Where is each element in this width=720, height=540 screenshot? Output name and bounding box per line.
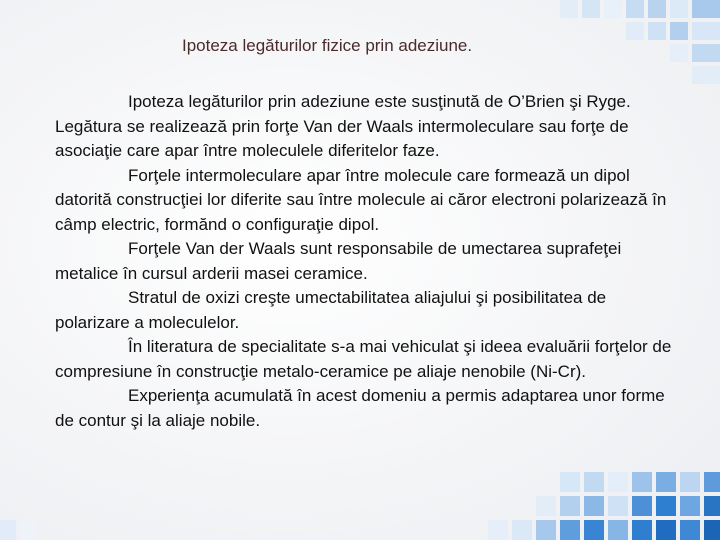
bottom-right-squares [488,472,720,540]
top-right-squares [560,0,720,84]
slide-body [55,90,675,433]
paragraph-literature: În literatura de specialitate s-a mai vehiculat şi ideea evaluării forţelor de compresiune în construcţie metalo-ceramice pe aliaje nenobile (Ni-Cr). [55,337,672,381]
paragraph-intermolecular-forces: Forţele intermoleculare apar între molecule care formează un dipol datorită construcţiei lor diferite sau între molecule ai căror electroni polarizează în câmp electric, formănd o configuraţie dipol. [55,165,667,234]
slide-title: Ipoteza legăturilor fizice prin adeziune. [182,36,473,55]
paragraph-oxide-layer: Stratul de oxizi creşte umectabilitatea aliajului şi posibilitatea de polarizare a moleculelor. [55,288,607,332]
paragraph-van-der-waals: Forţele Van der Waals sunt responsabile de umectarea suprafeţei metalice în cursul arderii masei ceramice. [55,239,622,283]
paragraph-adhesion-hypothesis: Ipoteza legăturilor prin adeziune este susţinută de O’Brien şi Ryge. Legătura se realizează prin forţe Van der Waals intermoleculare sau forţe de asociaţie care apar între moleculele diferitelor faze. [55,92,631,160]
bottom-left-squares [0,520,36,540]
paragraph-experience: Experienţa acumulată în acest domeniu a permis adaptarea unor forme de contur şi la aliaje nobile. [55,386,665,430]
